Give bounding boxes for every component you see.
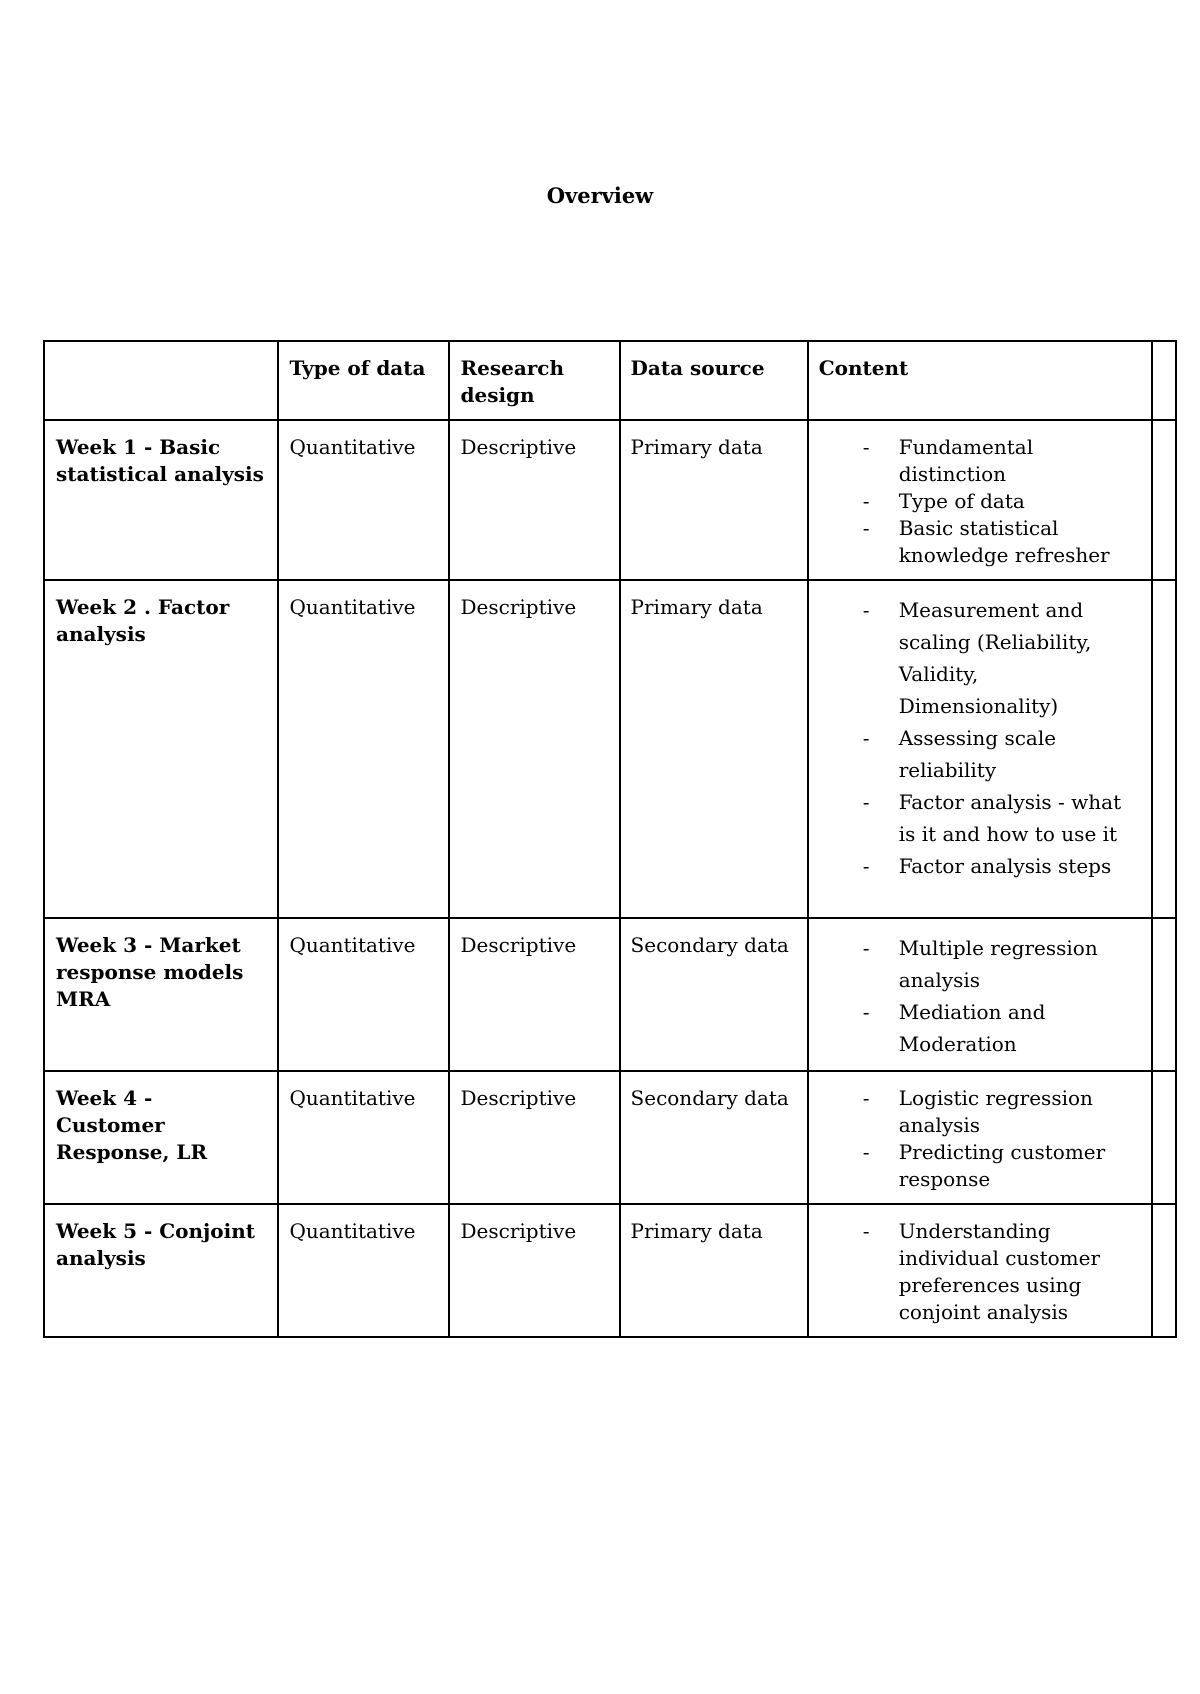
spacer-cell [1152, 1204, 1176, 1337]
research-design-cell: Descriptive [449, 580, 619, 918]
content-item-text: Understanding individual customer preferences using conjoint analysis [898, 1219, 1101, 1324]
data-source-cell: Primary data [620, 1204, 808, 1337]
table-row [44, 918, 1176, 1071]
bullet-dash: - [862, 1086, 870, 1110]
data-source-cell: Secondary data [620, 918, 808, 1071]
header-cell-empty [44, 341, 278, 420]
content-cell [808, 918, 1152, 1071]
header-cell-research-design: Research design [449, 341, 619, 420]
data-source-cell: Primary data [620, 580, 808, 918]
header-cell-spacer [1152, 341, 1176, 420]
research-design-cell: Descriptive [449, 420, 619, 580]
content-item-text: Predicting customer response [898, 1140, 1106, 1191]
content-item-text: Logistic regression analysis [898, 1086, 1093, 1137]
research-design-cell: Descriptive [449, 918, 619, 1071]
content-cell [808, 580, 1152, 918]
week-label-cell: Week 2 . Factor analysis [44, 580, 278, 918]
content-list-item [819, 1139, 1141, 1193]
type-of-data-cell: Quantitative [278, 1204, 449, 1337]
content-item-text: Mediation and Moderation [898, 1000, 1046, 1056]
content-item-text: Multiple regression analysis [898, 936, 1098, 992]
content-cell [808, 1204, 1152, 1337]
content-list-item [819, 594, 1141, 722]
content-list-item [819, 515, 1141, 569]
bullet-dash: - [862, 516, 870, 540]
data-source-cell: Primary data [620, 420, 808, 580]
table-header-row [44, 341, 1176, 420]
bullet-dash: - [862, 1000, 870, 1024]
type-of-data-cell: Quantitative [278, 580, 449, 918]
table-row [44, 580, 1176, 918]
content-list [819, 1085, 1141, 1193]
bullet-dash: - [862, 790, 870, 814]
content-item-text: Factor analysis steps [898, 854, 1112, 878]
content-list-item [819, 1085, 1141, 1139]
week-label-cell: Week 4 - Customer Response, LR [44, 1071, 278, 1204]
data-source-cell: Secondary data [620, 1071, 808, 1204]
content-item-text: Measurement and scaling (Reliability, Validity, Dimensionality) [898, 598, 1092, 718]
header-cell-type-of-data: Type of data [278, 341, 449, 420]
bullet-dash: - [862, 936, 870, 960]
header-cell-data-source: Data source [620, 341, 808, 420]
research-design-cell: Descriptive [449, 1204, 619, 1337]
content-list-item [819, 996, 1141, 1060]
bullet-dash: - [862, 435, 870, 459]
week-label-cell: Week 5 - Conjoint analysis [44, 1204, 278, 1337]
week-label-cell: Week 3 - Market response models MRA [44, 918, 278, 1071]
research-design-cell: Descriptive [449, 1071, 619, 1204]
content-list-item [819, 786, 1141, 850]
overview-table [43, 340, 1177, 1338]
content-cell [808, 420, 1152, 580]
content-list-item [819, 1218, 1141, 1326]
content-item-text: Assessing scale reliability [898, 726, 1057, 782]
spacer-cell [1152, 1071, 1176, 1204]
spacer-cell [1152, 580, 1176, 918]
content-cell [808, 1071, 1152, 1204]
content-list-item [819, 488, 1141, 515]
content-list-item [819, 434, 1141, 488]
content-item-text: Basic statistical knowledge refresher [898, 516, 1110, 567]
bullet-dash: - [862, 854, 870, 878]
content-list-item [819, 850, 1141, 882]
table-row [44, 420, 1176, 580]
week-label-cell: Week 1 - Basic statistical analysis [44, 420, 278, 580]
bullet-dash: - [862, 598, 870, 622]
bullet-dash: - [862, 1140, 870, 1164]
type-of-data-cell: Quantitative [278, 420, 449, 580]
type-of-data-cell: Quantitative [278, 1071, 449, 1204]
content-list [819, 932, 1141, 1060]
table-row [44, 1071, 1176, 1204]
content-item-text: Fundamental distinction [898, 435, 1034, 486]
bullet-dash: - [862, 489, 870, 513]
content-list [819, 434, 1141, 569]
header-cell-content: Content [808, 341, 1152, 420]
page-title: Overview [546, 183, 654, 208]
spacer-cell [1152, 918, 1176, 1071]
type-of-data-cell: Quantitative [278, 918, 449, 1071]
content-list [819, 1218, 1141, 1326]
content-list [819, 594, 1141, 882]
content-item-text: Type of data [898, 489, 1025, 513]
content-list-item [819, 932, 1141, 996]
spacer-cell [1152, 420, 1176, 580]
content-item-text: Factor analysis - what is it and how to use it [898, 790, 1122, 846]
bullet-dash: - [862, 726, 870, 750]
bullet-dash: - [862, 1219, 870, 1243]
table-row [44, 1204, 1176, 1337]
content-list-item [819, 722, 1141, 786]
